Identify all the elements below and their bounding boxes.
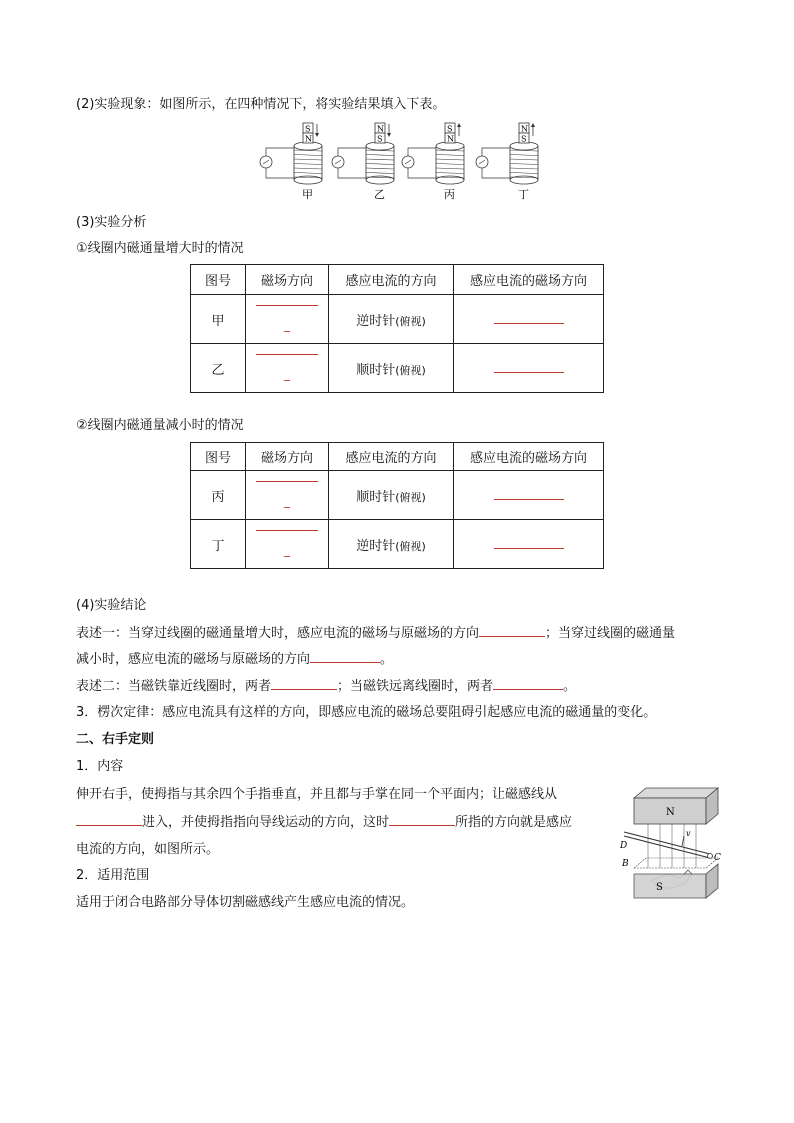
case2-table (190, 442, 604, 569)
magnet-top-pole: N (377, 124, 384, 134)
statement-1-line1: 表述一：当穿过线圈的磁通量增大时，感应电流的磁场与原磁场的方向 ；当穿过线圈的磁通量 (76, 626, 676, 641)
pole-s-label: S (656, 882, 663, 893)
label-v: v (686, 829, 691, 838)
col-header: 感应电流的磁场方向 (454, 265, 604, 295)
answer-blank[interactable] (76, 813, 142, 826)
table-row (191, 344, 604, 393)
rhr-p1: 伸开右手，使拇指与其余四个手指垂直，并且都与手掌在同一个平面内；让磁感线从 (76, 787, 558, 802)
col-header: 磁场方向 (246, 265, 329, 295)
col-header: 感应电流的磁场方向 (454, 443, 604, 471)
magnet-top-pole: S (447, 124, 453, 134)
induced-field-blank[interactable] (454, 520, 604, 569)
figure-label: 甲 (302, 188, 313, 201)
magnet-top-pole: S (305, 124, 311, 134)
field-direction-blank[interactable]: _ (246, 344, 329, 393)
statement-1-line2: 减小时，感应电流的磁场与原磁场的方向 。 (76, 652, 394, 667)
induced-field-blank[interactable] (454, 471, 604, 520)
label-b: B (622, 859, 629, 869)
rhr-p2: 进入，并使拇指指向导线运动的方向，这时 所指的方向就是感应 (76, 813, 572, 832)
field-direction-blank[interactable]: _ (246, 471, 329, 520)
magnet-bottom-pole: S (377, 134, 383, 144)
rhr-p3: 电流的方向，如图所示。 (76, 842, 220, 857)
fig-cell: 甲 (191, 295, 246, 344)
coil-experiment-figure (250, 120, 540, 202)
table-row (191, 471, 604, 520)
figure-label: 丁 (518, 188, 529, 201)
coil-setup (260, 123, 322, 201)
answer-blank[interactable] (271, 677, 337, 690)
coil-setup (332, 123, 394, 201)
section-3-title: (3)实验分析 (76, 215, 147, 230)
pole-n-label: N (666, 807, 675, 818)
label-d: D (620, 841, 628, 851)
magnet-bottom-pole: N (305, 134, 312, 144)
magnet-bottom-pole: N (447, 134, 454, 144)
col-header: 感应电流的方向 (329, 265, 454, 295)
induced-field-blank[interactable] (454, 295, 604, 344)
fig-cell: 丙 (191, 471, 246, 520)
statement-2: 表述二：当磁铁靠近线圈时，两者 ；当磁铁远离线圈时，两者 。 (76, 679, 577, 694)
answer-blank[interactable] (493, 677, 563, 690)
figure-label: 丙 (444, 188, 455, 201)
right-hand-rule-figure (618, 784, 726, 908)
current-cell: 逆时针(俯视) (329, 520, 454, 569)
table-row (191, 295, 604, 344)
case1-table (190, 264, 604, 393)
field-direction-blank[interactable]: _ (246, 520, 329, 569)
fig-cell: 乙 (191, 344, 246, 393)
coil-setup (402, 123, 464, 201)
rhr-sub2: 2．适用范围 (76, 868, 150, 883)
coil-setup (476, 123, 538, 201)
magnet-top-pole: N (521, 124, 528, 134)
induced-field-blank[interactable] (454, 344, 604, 393)
answer-blank[interactable] (310, 650, 380, 663)
rhr-p4: 适用于闭合电路部分导体切割磁感线产生感应电流的情况。 (76, 895, 415, 910)
lenz-law: 3．楞次定律：感应电流具有这样的方向，即感应电流的磁场总要阻碍引起感应电流的磁通量的变化。 (76, 705, 657, 720)
col-header: 磁场方向 (246, 443, 329, 471)
case2-title: ②线圈内磁通量减小时的情况 (76, 418, 244, 433)
answer-blank[interactable] (389, 813, 455, 826)
field-direction-blank[interactable]: _ (246, 295, 329, 344)
section-4-title: (4)实验结论 (76, 598, 147, 613)
current-cell: 顺时针(俯视) (329, 344, 454, 393)
current-cell: 逆时针(俯视) (329, 295, 454, 344)
figure-label: 乙 (374, 188, 385, 201)
table-row (191, 520, 604, 569)
col-header: 感应电流的方向 (329, 443, 454, 471)
fig-cell: 丁 (191, 520, 246, 569)
case1-title: ①线圈内磁通量增大时的情况 (76, 241, 244, 256)
rhr-sub1: 1．内容 (76, 759, 124, 774)
rhr-heading: 二、右手定则 (76, 732, 155, 747)
col-header: 图号 (191, 443, 246, 471)
answer-blank[interactable] (479, 624, 545, 637)
current-cell: 顺时针(俯视) (329, 471, 454, 520)
col-header: 图号 (191, 265, 246, 295)
label-c: C (714, 853, 721, 863)
magnet-bottom-pole: S (521, 134, 527, 144)
section-2-title: (2)实验现象：如图所示，在四种情况下，将实验结果填入下表。 (76, 97, 446, 112)
